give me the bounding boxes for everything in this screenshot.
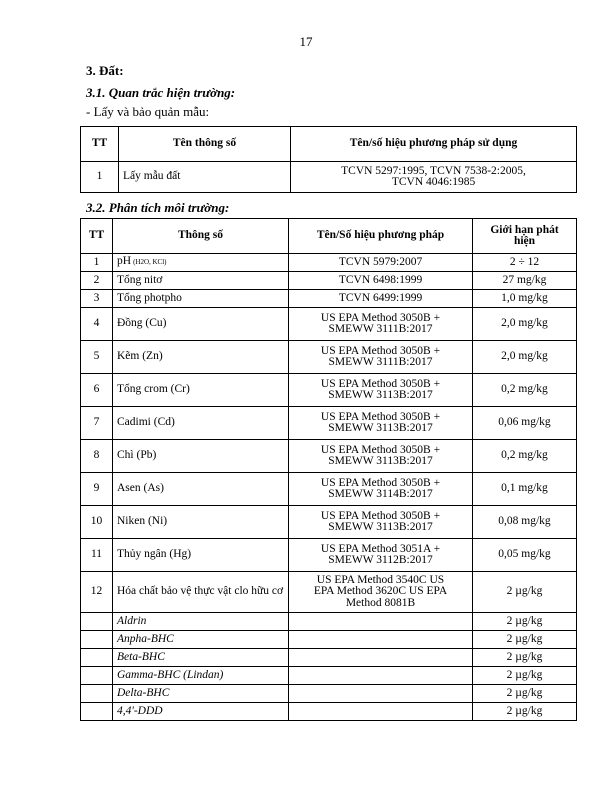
cell-param (113, 254, 289, 272)
param-name: Niken (Ni) (117, 515, 168, 528)
param-name: Chì (Pb) (117, 449, 157, 462)
section-heading-soil: 3. Đất: (86, 63, 124, 78)
cell-limit: 2 µg/kg (473, 613, 577, 631)
table-row (81, 440, 577, 473)
cell-limit: 2 µg/kg (473, 572, 577, 613)
cell-method: TCVN 6499:1999 (289, 290, 473, 308)
cell-method-empty (289, 667, 473, 685)
table-subrow (81, 703, 577, 721)
cell-limit: 27 mg/kg (473, 272, 577, 290)
cell-tt: 5 (81, 341, 113, 374)
cell-tt: 10 (81, 506, 113, 539)
param-name: Đồng (Cu) (117, 317, 167, 330)
cell-limit: 2,0 mg/kg (473, 308, 577, 341)
cell-method: US EPA Method 3050B + SMEWW 3114B:2017 (289, 473, 473, 506)
cell-compound: Aldrin (113, 613, 289, 631)
param-name: Cadimi (Cd) (117, 416, 175, 429)
cell-tt: 1 (81, 254, 113, 272)
param-name: Asen (As) (117, 482, 164, 495)
table-row (81, 572, 577, 613)
table-row (81, 290, 577, 308)
param-name: Hóa chất bảo vệ thực vật clo hữu cơ (117, 585, 284, 598)
cell-limit: 2 µg/kg (473, 649, 577, 667)
cell-method: TCVN 6498:1999 (289, 272, 473, 290)
cell-method-empty (289, 685, 473, 703)
table-subrow (81, 631, 577, 649)
param-subscript: (H2O, KCl) (133, 258, 167, 267)
cell-limit: 2 µg/kg (473, 667, 577, 685)
header-tt: TT (81, 127, 119, 162)
param-name: Tổng photpho (117, 291, 182, 304)
cell-param (113, 572, 289, 613)
cell-tt-empty (81, 667, 113, 685)
cell-compound: Anpha-BHC (113, 631, 289, 649)
sampling-line: - Lấy và bảo quản mẫu: (86, 104, 210, 119)
section-heading-field-monitoring: 3.1. Quan trắc hiện trường: (86, 85, 236, 100)
cell-limit: 2 µg/kg (473, 631, 577, 649)
table-row (81, 162, 577, 193)
cell-limit: 2,0 mg/kg (473, 341, 577, 374)
cell-method: US EPA Method 3540C US EPA Method 3620C US EPA Method 8081B (289, 572, 473, 613)
param-name: pH (117, 255, 132, 268)
cell-method: US EPA Method 3050B + SMEWW 3113B:2017 (289, 506, 473, 539)
cell-tt-empty (81, 703, 113, 721)
header-param-name: Tên thông số (119, 127, 291, 162)
cell-tt-empty (81, 631, 113, 649)
table-row (81, 254, 577, 272)
table-row (81, 473, 577, 506)
cell-method: TCVN 5297:1995, TCVN 7538-2:2005, TCVN 4046:1985 (291, 162, 577, 193)
cell-param (113, 440, 289, 473)
cell-param (113, 506, 289, 539)
cell-method: US EPA Method 3051A + SMEWW 3112B:2017 (289, 539, 473, 572)
cell-tt: 6 (81, 374, 113, 407)
cell-method: US EPA Method 3050B + SMEWW 3113B:2017 (289, 374, 473, 407)
cell-tt-empty (81, 613, 113, 631)
cell-tt: 8 (81, 440, 113, 473)
cell-limit: 0,06 mg/kg (473, 407, 577, 440)
cell-method: US EPA Method 3050B + SMEWW 3113B:2017 (289, 440, 473, 473)
header-param: Thông số (113, 219, 289, 254)
cell-method-empty (289, 703, 473, 721)
cell-param (113, 407, 289, 440)
table-subrow (81, 667, 577, 685)
cell-compound: Delta-BHC (113, 685, 289, 703)
cell-compound: Beta-BHC (113, 649, 289, 667)
table-subrow (81, 649, 577, 667)
cell-tt-empty (81, 685, 113, 703)
param-name: Kẽm (Zn) (117, 350, 163, 363)
table-row (81, 407, 577, 440)
header-method: Tên/Số hiệu phương pháp (289, 219, 473, 254)
page-number: 17 (299, 34, 313, 49)
cell-limit: 0,2 mg/kg (473, 440, 577, 473)
field-monitoring-table (80, 126, 577, 193)
cell-limit: 2 µg/kg (473, 685, 577, 703)
cell-tt: 4 (81, 308, 113, 341)
cell-param (113, 290, 289, 308)
cell-limit: 0,05 mg/kg (473, 539, 577, 572)
table-subrow (81, 613, 577, 631)
cell-tt: 3 (81, 290, 113, 308)
cell-tt: 1 (81, 162, 119, 193)
cell-param (113, 473, 289, 506)
cell-method-empty (289, 649, 473, 667)
table-row (81, 341, 577, 374)
table-row (81, 308, 577, 341)
cell-method: TCVN 5979:2007 (289, 254, 473, 272)
param-name: Tổng nitơ (117, 273, 163, 286)
cell-limit: 1,0 mg/kg (473, 290, 577, 308)
cell-tt: 12 (81, 572, 113, 613)
cell-method-empty (289, 631, 473, 649)
cell-tt: 9 (81, 473, 113, 506)
cell-limit: 0,08 mg/kg (473, 506, 577, 539)
header-detection-limit: Giới hạn phát hiện (473, 219, 577, 254)
analysis-table (80, 218, 577, 721)
cell-method: US EPA Method 3050B + SMEWW 3111B:2017 (289, 308, 473, 341)
cell-param (113, 374, 289, 407)
cell-method: US EPA Method 3050B + SMEWW 3113B:2017 (289, 407, 473, 440)
section-heading-analysis: 3.2. Phân tích môi trường: (86, 200, 230, 215)
cell-param (113, 341, 289, 374)
param-name: Tổng crom (Cr) (117, 383, 190, 396)
table-subrow (81, 685, 577, 703)
cell-param (113, 308, 289, 341)
table-row (81, 272, 577, 290)
table-row (81, 374, 577, 407)
cell-param (113, 272, 289, 290)
table-row (81, 539, 577, 572)
cell-method-empty (289, 613, 473, 631)
cell-limit: 2 µg/kg (473, 703, 577, 721)
cell-param (113, 539, 289, 572)
cell-tt-empty (81, 649, 113, 667)
cell-method: US EPA Method 3050B + SMEWW 3111B:2017 (289, 341, 473, 374)
cell-tt: 7 (81, 407, 113, 440)
cell-compound: Gamma-BHC (Lindan) (113, 667, 289, 685)
header-method: Tên/số hiệu phương pháp sử dụng (291, 127, 577, 162)
cell-tt: 11 (81, 539, 113, 572)
table-row (81, 506, 577, 539)
cell-name: Lấy mẫu đất (119, 162, 291, 193)
param-name: Thủy ngân (Hg) (117, 548, 192, 561)
cell-limit: 0,2 mg/kg (473, 374, 577, 407)
cell-tt: 2 (81, 272, 113, 290)
cell-limit: 2 ÷ 12 (473, 254, 577, 272)
cell-compound: 4,4'-DDD (113, 703, 289, 721)
cell-limit: 0,1 mg/kg (473, 473, 577, 506)
header-tt: TT (81, 219, 113, 254)
